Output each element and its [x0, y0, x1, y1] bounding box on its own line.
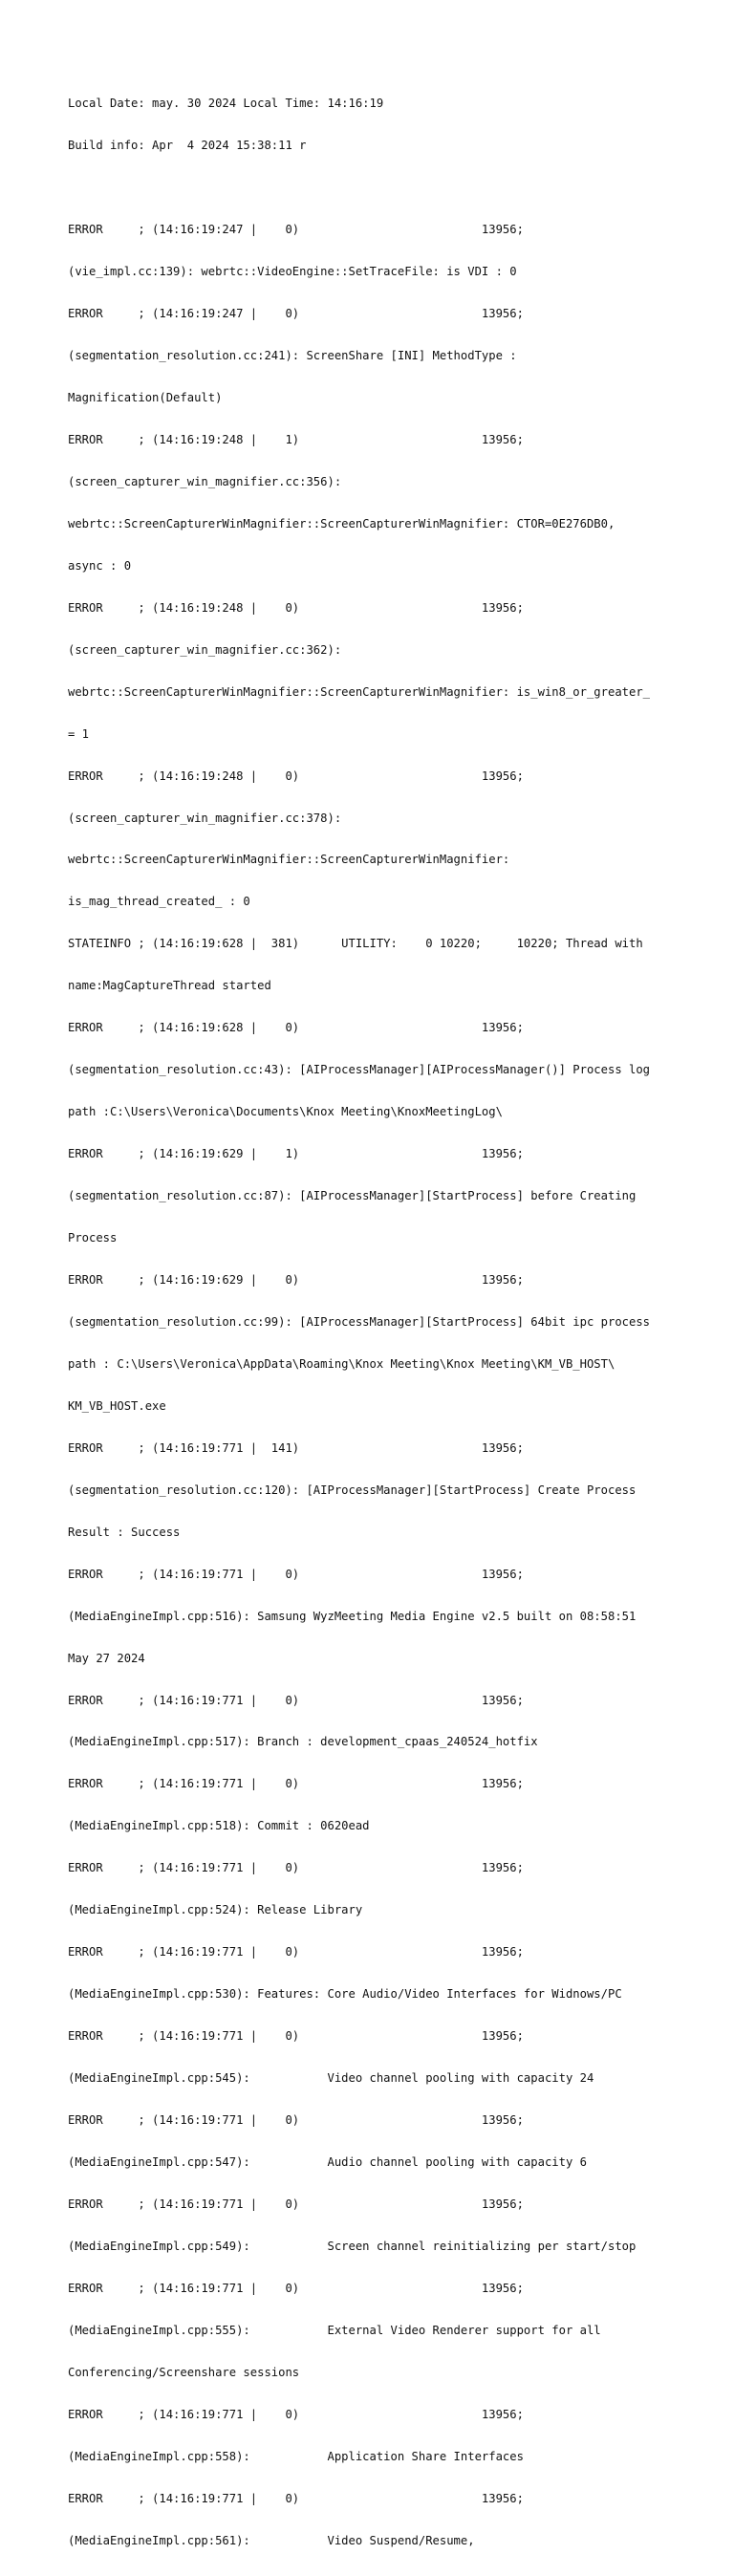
log-line: (segmentation_resolution.cc:120): [AIProcessManager][StartProcess] Create Process: [68, 1483, 637, 1497]
log-line: ERROR ; (14:16:19:628 | 0) 13956;: [68, 1021, 524, 1035]
log-line: webrtc::ScreenCapturerWinMagnifier::ScreenCapturerWinMagnifier:: [68, 853, 510, 867]
log-line: ERROR ; (14:16:19:771 | 0) 13956;: [68, 1693, 524, 1707]
log-line: (MediaEngineImpl.cpp:549): Screen channel reinitializing per start/stop: [68, 2239, 637, 2253]
log-line: ERROR ; (14:16:19:771 | 0) 13956;: [68, 1861, 524, 1875]
log-line: ERROR ; (14:16:19:248 | 1) 13956;: [68, 432, 524, 446]
log-line: (MediaEngineImpl.cpp:561): Video Suspend/Resume,: [68, 2533, 475, 2547]
log-line: Process: [68, 1231, 118, 1245]
log-line: ERROR ; (14:16:19:248 | 0) 13956;: [68, 600, 524, 615]
log-line: ERROR ; (14:16:19:248 | 0) 13956;: [68, 768, 524, 783]
log-line: Build info: Apr 4 2024 15:38:11 r: [68, 139, 307, 153]
log-line: (MediaEngineImpl.cpp:517): Branch : development_cpaas_240524_hotfix: [68, 1735, 538, 1749]
log-line: ERROR ; (14:16:19:771 | 0) 13956;: [68, 1777, 524, 1791]
log-line: (screen_capturer_win_magnifier.cc:378):: [68, 811, 342, 825]
log-line: Magnification(Default): [68, 390, 223, 404]
log-line: (screen_capturer_win_magnifier.cc:362):: [68, 642, 342, 657]
log-line: ERROR ; (14:16:19:629 | 0) 13956;: [68, 1273, 524, 1287]
log-line: ERROR ; (14:16:19:771 | 0) 13956;: [68, 2407, 524, 2421]
log-line: (MediaEngineImpl.cpp:524): Release Library: [68, 1903, 363, 1917]
log-line: ERROR ; (14:16:19:771 | 0) 13956;: [68, 2029, 524, 2044]
log-line: (MediaEngineImpl.cpp:518): Commit : 0620ead: [68, 1819, 370, 1833]
log-line: May 27 2024: [68, 1651, 145, 1665]
log-line: (MediaEngineImpl.cpp:547): Audio channel pooling with capacity 6: [68, 2155, 587, 2170]
log-text-block: [68, 69, 680, 2576]
log-line: name:MagCaptureThread started: [68, 979, 271, 993]
log-line: (MediaEngineImpl.cpp:545): Video channel pooling with capacity 24: [68, 2071, 594, 2086]
log-line: (segmentation_resolution.cc:87): [AIProcessManager][StartProcess] before Creating: [68, 1189, 637, 1203]
log-line: ERROR ; (14:16:19:771 | 0) 13956;: [68, 2113, 524, 2128]
log-line: ERROR ; (14:16:19:629 | 1) 13956;: [68, 1147, 524, 1161]
log-line: ERROR ; (14:16:19:771 | 141) 13956;: [68, 1440, 524, 1455]
log-line: async : 0: [68, 558, 132, 573]
log-line: (segmentation_resolution.cc:241): ScreenShare [INI] MethodType :: [68, 349, 517, 363]
log-line: is_mag_thread_created_ : 0: [68, 895, 250, 909]
log-line: webrtc::ScreenCapturerWinMagnifier::ScreenCapturerWinMagnifier: CTOR=0E276DB0,: [68, 516, 615, 530]
log-line: (MediaEngineImpl.cpp:555): External Video Renderer support for all: [68, 2323, 601, 2337]
log-line: KM_VB_HOST.exe: [68, 1398, 166, 1413]
log-line: path : C:\Users\Veronica\AppData\Roaming\Knox Meeting\Knox Meeting\KM_VB_HOST\: [68, 1356, 615, 1371]
log-line: (MediaEngineImpl.cpp:516): Samsung WyzMeeting Media Engine v2.5 built on 08:58:51: [68, 1609, 637, 1623]
log-line: webrtc::ScreenCapturerWinMagnifier::ScreenCapturerWinMagnifier: is_win8_or_greater_: [68, 684, 651, 699]
log-line: [68, 181, 680, 195]
log-line: (segmentation_resolution.cc:99): [AIProcessManager][StartProcess] 64bit ipc process: [68, 1314, 651, 1329]
log-line: (vie_impl.cc:139): webrtc::VideoEngine::SetTraceFile: is VDI : 0: [68, 265, 517, 279]
log-line: Local Date: may. 30 2024 Local Time: 14:16:19: [68, 97, 384, 111]
log-line: = 1: [68, 726, 90, 741]
log-line: (screen_capturer_win_magnifier.cc:356):: [68, 474, 342, 488]
log-line: (MediaEngineImpl.cpp:530): Features: Core Audio/Video Interfaces for Widnows/PC: [68, 1987, 622, 2002]
log-line: ERROR ; (14:16:19:771 | 0) 13956;: [68, 2491, 524, 2505]
log-line: (segmentation_resolution.cc:43): [AIProcessManager][AIProcessManager()] Process log: [68, 1063, 651, 1077]
log-line: ERROR ; (14:16:19:771 | 0) 13956;: [68, 2281, 524, 2295]
log-line: ERROR ; (14:16:19:247 | 0) 13956;: [68, 307, 524, 321]
log-line: ERROR ; (14:16:19:771 | 0) 13956;: [68, 1945, 524, 1959]
log-line: Result : Success: [68, 1525, 181, 1539]
log-line: path :C:\Users\Veronica\Documents\Knox Meeting\KnoxMeetingLog\: [68, 1105, 503, 1119]
log-line: STATEINFO ; (14:16:19:628 | 381) UTILITY: 0 10220; 10220; Thread with: [68, 937, 643, 951]
log-line: ERROR ; (14:16:19:771 | 0) 13956;: [68, 1567, 524, 1581]
log-line: Conferencing/Screenshare sessions: [68, 2365, 300, 2379]
log-line: ERROR ; (14:16:19:771 | 0) 13956;: [68, 2197, 524, 2211]
log-line: (MediaEngineImpl.cpp:558): Application Share Interfaces: [68, 2449, 524, 2463]
log-line: ERROR ; (14:16:19:247 | 0) 13956;: [68, 223, 524, 237]
